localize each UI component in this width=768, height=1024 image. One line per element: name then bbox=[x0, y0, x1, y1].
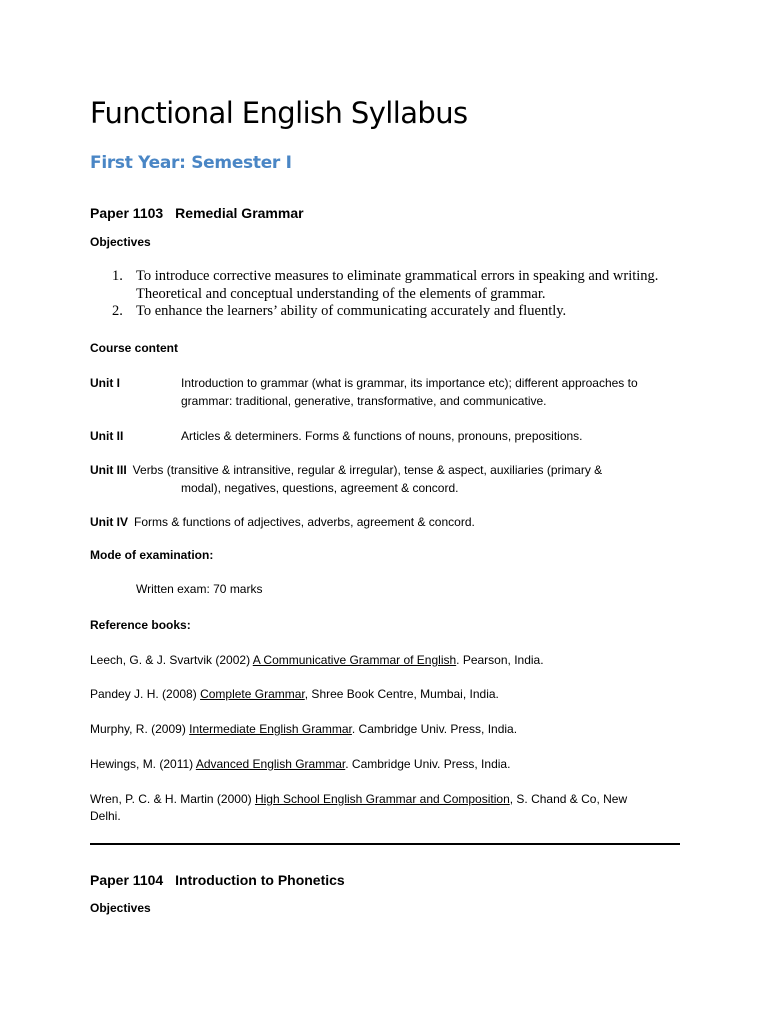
unit-label: Unit II bbox=[90, 429, 124, 443]
document-title: Functional English Syllabus bbox=[90, 96, 468, 130]
paper-code: Paper 1103 bbox=[90, 205, 164, 221]
document-subtitle: First Year: Semester I bbox=[90, 153, 292, 173]
reference-author: Pandey J. H. (2008) bbox=[90, 687, 201, 701]
unit-4-row bbox=[90, 513, 680, 531]
objectives-label: Objectives bbox=[90, 235, 151, 249]
unit-description-continued: modal), negatives, questions, agreement & concord. bbox=[181, 481, 459, 495]
reference-publisher: . Cambridge Univ. Press, India. bbox=[351, 722, 518, 736]
unit-label: Unit IV bbox=[90, 515, 128, 529]
reference-publisher: , S. Chand & Co, New Delhi. bbox=[90, 792, 628, 823]
paper-1104-heading bbox=[90, 872, 345, 888]
objectives-label: Objectives bbox=[90, 901, 151, 915]
reference-books-label: Reference books: bbox=[90, 618, 191, 632]
reference-publisher: . Cambridge Univ. Press, India. bbox=[345, 757, 511, 771]
unit-1-row bbox=[90, 374, 680, 410]
paper-1103-heading bbox=[90, 205, 304, 221]
reference-author: Hewings, M. (2011) bbox=[90, 757, 196, 771]
reference-publisher: , Shree Book Centre, Mumbai, India. bbox=[304, 687, 499, 701]
unit-2-row bbox=[90, 427, 680, 445]
reference-publisher: . Pearson, India. bbox=[456, 653, 544, 667]
reference-author: Wren, P. C. & H. Martin (2000) bbox=[90, 792, 255, 806]
reference-item bbox=[90, 756, 660, 773]
reference-author: Murphy, R. (2009) bbox=[90, 722, 190, 736]
objective-item bbox=[112, 303, 672, 321]
section-divider bbox=[90, 843, 680, 845]
objective-text: To enhance the learners’ ability of communicating accurately and fluently. bbox=[136, 303, 567, 319]
reference-item bbox=[90, 652, 660, 669]
reference-item bbox=[90, 686, 660, 703]
reference-item bbox=[90, 721, 660, 738]
reference-book-title: Advanced English Grammar bbox=[195, 757, 346, 771]
unit-description: Introduction to grammar (what is grammar, its importance etc); different approaches to grammar: traditional, generative, transformative, and communicative. bbox=[181, 376, 638, 408]
unit-label: Unit I bbox=[90, 376, 120, 390]
reference-book-title: Complete Grammar bbox=[200, 687, 305, 701]
paper-name: Introduction to Phonetics bbox=[175, 872, 345, 888]
exam-mode-label: Mode of examination: bbox=[90, 548, 214, 562]
objective-number: 1. bbox=[112, 268, 123, 284]
reference-author: Leech, G. & J. Svartvik (2002) bbox=[90, 653, 253, 667]
objective-text: To introduce corrective measures to eliminate grammatical errors in speaking and writing. Theoretical and conceptual understanding of the elements of grammar. bbox=[136, 268, 659, 302]
unit-description: Verbs (transitive & intransitive, regular & irregular), tense & aspect, auxiliaries (primary & bbox=[132, 463, 603, 477]
objective-number: 2. bbox=[112, 303, 123, 319]
objective-item bbox=[112, 268, 672, 303]
unit-label: Unit III bbox=[90, 463, 127, 477]
reference-item bbox=[90, 791, 660, 825]
reference-book-title: A Communicative Grammar of English bbox=[252, 653, 457, 667]
paper-name: Remedial Grammar bbox=[175, 205, 304, 221]
course-content-label: Course content bbox=[90, 341, 179, 355]
paper-code: Paper 1104 bbox=[90, 872, 164, 888]
unit-description: Forms & functions of adjectives, adverbs, agreement & concord. bbox=[134, 515, 475, 529]
unit-3-row bbox=[90, 461, 680, 497]
reference-book-title: High School English Grammar and Composition bbox=[254, 792, 510, 806]
objectives-list bbox=[112, 268, 672, 321]
exam-details: Written exam: 70 marks bbox=[136, 582, 263, 596]
unit-description: Articles & determiners. Forms & functions of nouns, pronouns, prepositions. bbox=[181, 429, 583, 443]
reference-book-title: Intermediate English Grammar bbox=[189, 722, 352, 736]
